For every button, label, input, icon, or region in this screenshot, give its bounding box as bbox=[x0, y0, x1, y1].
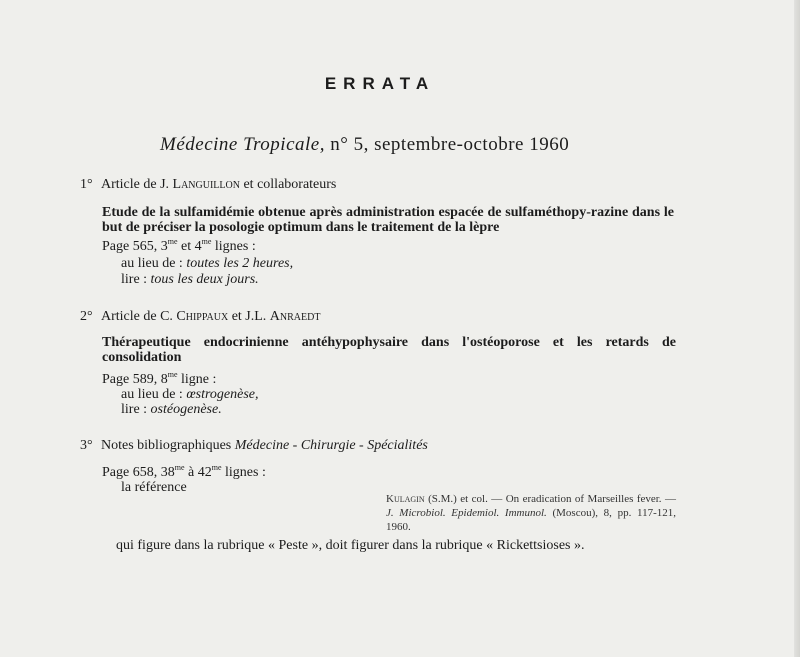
item-3-intro: Notes bibliographiques bbox=[101, 438, 232, 453]
item-2-page: Page 589, 8 bbox=[102, 372, 168, 387]
item-2-heading-line-1: Thérapeutique endocrinienne antéhypophysaire dans l'ostéoporose et les retards de bbox=[102, 335, 676, 350]
item-2-read-line bbox=[121, 402, 222, 418]
item-3-sup-2: me bbox=[211, 463, 222, 472]
item-3-page-line bbox=[102, 465, 266, 481]
item-3-intro-line bbox=[101, 438, 428, 454]
item-3-section: Médecine - Chirurgie - Spécialités bbox=[234, 438, 428, 453]
item-2-heading-line-2: consolidation bbox=[102, 350, 182, 365]
item-2-number: 2° bbox=[80, 309, 93, 324]
item-2-instead-line bbox=[121, 387, 259, 403]
item-3-page-mid: à 42 bbox=[184, 465, 212, 480]
item-3-number: 3° bbox=[80, 438, 93, 453]
item-1-author: Languillon bbox=[172, 177, 240, 192]
item-2-author-2: Anraedt bbox=[269, 309, 321, 324]
item-1-intro: Article de J. bbox=[101, 177, 170, 192]
item-2-read-value: ostéogenèse. bbox=[150, 402, 222, 417]
reference-journal: J. Microbiol. Epidemiol. Immunol. bbox=[386, 507, 547, 519]
item-2-intro: Article de C. bbox=[101, 309, 173, 324]
item-1-read-label: lire : bbox=[121, 272, 148, 287]
item-2-instead-label: au lieu de : bbox=[121, 387, 183, 402]
item-1-sup-1: me bbox=[167, 237, 178, 246]
item-2-intro-line bbox=[101, 309, 320, 325]
item-1-instead-line bbox=[121, 256, 293, 272]
item-1-page-mid: et 4 bbox=[177, 239, 202, 254]
reference-author: Kulagin bbox=[386, 493, 425, 505]
item-1-intro-tail: et collaborateurs bbox=[243, 177, 337, 192]
item-2-instead-value: œstrogenèse, bbox=[186, 387, 259, 402]
item-1-page-tail: lignes : bbox=[211, 239, 256, 254]
reference-tail: (Moscou), 8, pp. 117-121, 1960. bbox=[386, 507, 676, 533]
item-2-sup-1: me bbox=[167, 370, 178, 379]
item-1-intro-line bbox=[101, 177, 336, 193]
item-1-sup-2: me bbox=[201, 237, 212, 246]
item-3-page: Page 658, 38 bbox=[102, 465, 175, 480]
page-title: ERRATA bbox=[324, 74, 436, 93]
item-2-page-tail: ligne : bbox=[177, 372, 217, 387]
journal-name: Médecine Tropicale, bbox=[160, 134, 325, 155]
item-3-sup-1: me bbox=[174, 463, 185, 472]
item-1-read-line bbox=[121, 272, 259, 288]
item-1-instead-label: au lieu de : bbox=[121, 256, 183, 271]
item-2-read-label: lire : bbox=[121, 402, 148, 417]
item-2-and: et J.L. bbox=[231, 309, 267, 324]
item-3-reference bbox=[386, 492, 676, 534]
item-1-instead-value: toutes les 2 heures, bbox=[186, 256, 294, 271]
item-1-heading: Etude de la sulfamidémie obtenue après administration espacée de sulfaméthopy-razine dans le but de préciser la posologie optimum dans le traitement de la lèpre bbox=[102, 205, 674, 235]
item-1-read-value: tous les deux jours. bbox=[150, 272, 259, 287]
journal-issue: n° 5, septembre-octobre 1960 bbox=[330, 134, 570, 155]
item-2-page-line bbox=[102, 372, 216, 388]
item-3-page-tail: lignes : bbox=[221, 465, 266, 480]
item-1-number: 1° bbox=[80, 177, 93, 192]
page-edge-shadow bbox=[794, 0, 800, 657]
reference-author-tail: (S.M.) et col. — On eradication of Marseilles fever. — bbox=[428, 493, 677, 505]
item-3-reference-label: la référence bbox=[121, 480, 187, 495]
item-1-page-line bbox=[102, 239, 256, 255]
item-1-page: Page 565, 3 bbox=[102, 239, 168, 254]
item-3-correction: qui figure dans la rubrique « Peste », doit figurer dans la rubrique « Rickettsioses ». bbox=[116, 538, 585, 553]
item-2-author-1: Chippaux bbox=[176, 309, 229, 324]
journal-line bbox=[160, 134, 569, 156]
